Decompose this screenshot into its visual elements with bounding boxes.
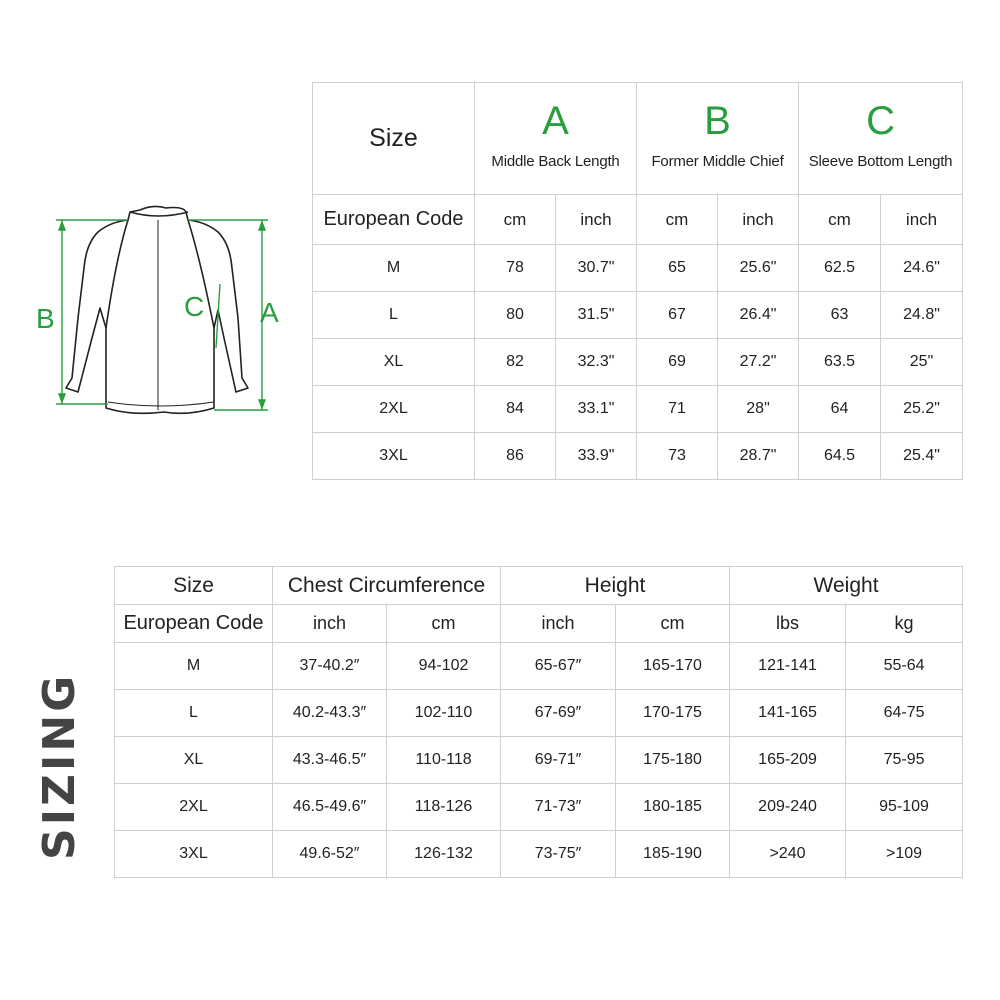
value-cell: 65 [637, 245, 718, 292]
size-cell: XL [313, 339, 475, 386]
jersey-diagram [28, 198, 296, 430]
table-row [313, 433, 963, 480]
value-cell: 64-75 [846, 690, 963, 737]
size-cell: 3XL [115, 831, 273, 878]
value-cell: 27.2" [718, 339, 799, 386]
value-cell: 40.2-43.3″ [273, 690, 387, 737]
value-cell: 32.3" [556, 339, 637, 386]
value-cell: 24.8" [881, 292, 963, 339]
value-cell: 86 [475, 433, 556, 480]
value-cell: 84 [475, 386, 556, 433]
unit-cell: inch [718, 195, 799, 245]
value-cell: 28.7" [718, 433, 799, 480]
size-cell: XL [115, 737, 273, 784]
value-cell: 73-75″ [501, 831, 616, 878]
value-cell: 25.2" [881, 386, 963, 433]
value-cell: 69 [637, 339, 718, 386]
value-cell: 126-132 [387, 831, 501, 878]
value-cell: 46.5-49.6″ [273, 784, 387, 831]
label-c: C [184, 291, 205, 322]
value-cell: 63.5 [799, 339, 881, 386]
value-cell: 37-40.2″ [273, 643, 387, 690]
value-cell: 95-109 [846, 784, 963, 831]
value-cell: 67-69″ [501, 690, 616, 737]
unit-cell: cm [616, 605, 730, 643]
value-cell: 55-64 [846, 643, 963, 690]
value-cell: 25.4" [881, 433, 963, 480]
table-row [115, 784, 963, 831]
table-row [313, 339, 963, 386]
value-cell: 121-141 [730, 643, 846, 690]
unit-cell: cm [387, 605, 501, 643]
value-cell: 165-170 [616, 643, 730, 690]
size-cell: 2XL [115, 784, 273, 831]
value-cell: 64 [799, 386, 881, 433]
jersey-outline [66, 206, 248, 413]
value-cell: 185-190 [616, 831, 730, 878]
value-cell: 67 [637, 292, 718, 339]
value-cell: 43.3-46.5″ [273, 737, 387, 784]
label-b: B [36, 303, 55, 334]
unit-cell: cm [637, 195, 718, 245]
size-cell: L [313, 292, 475, 339]
value-cell: 33.9" [556, 433, 637, 480]
column-b-header [637, 83, 799, 195]
value-cell: 62.5 [799, 245, 881, 292]
table-row [115, 643, 963, 690]
garment-measurement-table [312, 82, 963, 480]
unit-cell: cm [799, 195, 881, 245]
value-cell: 170-175 [616, 690, 730, 737]
unit-cell: inch [273, 605, 387, 643]
value-cell: 24.6" [881, 245, 963, 292]
value-cell: 73 [637, 433, 718, 480]
value-cell: 118-126 [387, 784, 501, 831]
value-cell: 82 [475, 339, 556, 386]
value-cell: 28" [718, 386, 799, 433]
value-cell: 110-118 [387, 737, 501, 784]
unit-cell: inch [556, 195, 637, 245]
unit-cell: cm [475, 195, 556, 245]
value-cell: 69-71″ [501, 737, 616, 784]
value-cell: >240 [730, 831, 846, 878]
value-cell: 49.6-52″ [273, 831, 387, 878]
value-cell: 165-209 [730, 737, 846, 784]
unit-cell: kg [846, 605, 963, 643]
value-cell: 94-102 [387, 643, 501, 690]
column-a-header [475, 83, 637, 195]
code-header: European Code [313, 195, 475, 245]
table-row [313, 386, 963, 433]
value-cell: 26.4" [718, 292, 799, 339]
column-name: Middle Back Length [491, 153, 620, 170]
unit-cell: inch [881, 195, 963, 245]
value-cell: 71-73″ [501, 784, 616, 831]
table-row [313, 292, 963, 339]
value-cell: 75-95 [846, 737, 963, 784]
value-cell: 30.7" [556, 245, 637, 292]
value-cell: 141-165 [730, 690, 846, 737]
table-row [115, 690, 963, 737]
value-cell: 33.1" [556, 386, 637, 433]
column-c-header [799, 83, 963, 195]
value-cell: 65-67″ [501, 643, 616, 690]
column-name: Former Middle Chief [651, 153, 784, 170]
value-cell: 175-180 [616, 737, 730, 784]
size-cell: 2XL [313, 386, 475, 433]
group-header-height: Height [501, 567, 730, 605]
value-cell: 25.6" [718, 245, 799, 292]
value-cell: >109 [846, 831, 963, 878]
group-header-weight: Weight [730, 567, 963, 605]
value-cell: 102-110 [387, 690, 501, 737]
group-header-chest: Chest Circumference [273, 567, 501, 605]
value-cell: 80 [475, 292, 556, 339]
table-row [115, 831, 963, 878]
size-cell: 3XL [313, 433, 475, 480]
table-row [115, 737, 963, 784]
column-name: Sleeve Bottom Length [808, 153, 953, 170]
size-cell: M [115, 643, 273, 690]
value-cell: 25" [881, 339, 963, 386]
unit-row [313, 195, 963, 245]
value-cell: 78 [475, 245, 556, 292]
size-header: Size [115, 567, 273, 605]
table-row [313, 245, 963, 292]
value-cell: 180-185 [616, 784, 730, 831]
sizing-side-label: SIZING [34, 672, 85, 860]
column-letter: A [542, 99, 569, 143]
value-cell: 64.5 [799, 433, 881, 480]
value-cell: 209-240 [730, 784, 846, 831]
body-size-table [114, 566, 963, 878]
size-cell: L [115, 690, 273, 737]
size-header: Size [313, 83, 475, 195]
unit-cell: inch [501, 605, 616, 643]
value-cell: 63 [799, 292, 881, 339]
unit-row [115, 605, 963, 643]
size-cell: M [313, 245, 475, 292]
unit-cell: lbs [730, 605, 846, 643]
column-letter: C [866, 99, 895, 143]
value-cell: 31.5" [556, 292, 637, 339]
value-cell: 71 [637, 386, 718, 433]
label-a: A [260, 297, 279, 328]
code-header: European Code [115, 605, 273, 643]
column-letter: B [704, 99, 731, 143]
